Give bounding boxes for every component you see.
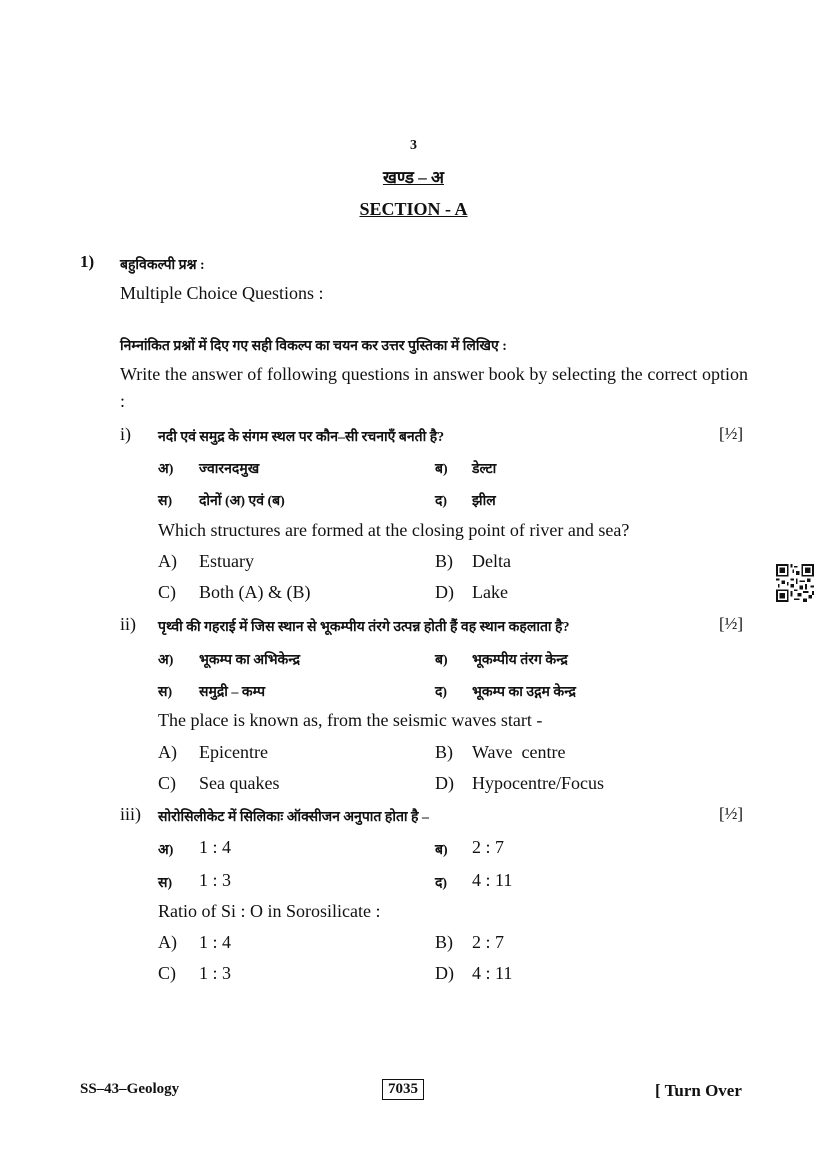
- option-text: Estuary: [199, 551, 254, 571]
- option-label: A): [158, 932, 177, 952]
- marks: [½]: [719, 424, 744, 443]
- option-label: द): [435, 685, 448, 700]
- option-text: झील: [472, 494, 496, 509]
- subquestion-number: ii): [120, 614, 136, 634]
- option-label: D): [435, 773, 454, 793]
- option-label: C): [158, 963, 176, 983]
- section-heading-hindi: खण्ड – अ: [382, 168, 445, 187]
- option-label: स): [158, 876, 173, 891]
- option-text: 1 : 3: [199, 963, 232, 983]
- option-label: B): [435, 742, 453, 762]
- option-text: Wave centre: [472, 742, 566, 762]
- option-text: समुद्री – कम्प: [199, 685, 266, 700]
- option-label: ब): [435, 462, 448, 477]
- option-text: 4 : 11: [472, 870, 513, 890]
- subquestion-text-hindi: नदी एवं समुद्र के संगम स्थल पर कौन–सी रचनाएँ बनती है?: [158, 430, 445, 445]
- page-number: 3: [410, 138, 417, 153]
- option-text: 2 : 7: [472, 932, 505, 952]
- option-text: Lake: [472, 582, 508, 602]
- subquestion-number: i): [120, 424, 131, 444]
- question-number: 1): [80, 252, 95, 271]
- option-text: दोनों (अ) एवं (ब): [199, 494, 285, 509]
- instruction: Write the answer of following questions in answer book by selecting the correct option :: [120, 364, 748, 411]
- option-label: A): [158, 742, 177, 762]
- option-label: स): [158, 494, 173, 509]
- option-text: ज्वारनदमुख: [199, 462, 260, 477]
- option-label: अ): [158, 462, 174, 477]
- option-text: भूकम्पीय तंरग केन्द्र: [472, 653, 568, 668]
- option-text: Epicentre: [199, 742, 268, 762]
- marks: [½]: [719, 804, 744, 823]
- subquestion-text-hindi: पृथ्वी की गहराई में जिस स्थान से भूकम्पीय तंरगे उत्पन्न होती हैं वह स्थान कहलाता है?: [158, 620, 570, 635]
- marks: [½]: [719, 614, 744, 633]
- turn-over-label: [ Turn Over: [655, 1081, 742, 1100]
- option-label: C): [158, 582, 176, 602]
- option-label: C): [158, 773, 176, 793]
- option-label: द): [435, 876, 448, 891]
- option-text: 4 : 11: [472, 963, 513, 983]
- option-label: D): [435, 582, 454, 602]
- option-text: 1 : 4: [199, 932, 232, 952]
- option-text: भूकम्प का अभिकेन्द्र: [199, 653, 301, 668]
- option-text: भूकम्प का उद्गम केन्द्र: [472, 685, 576, 700]
- option-label: B): [435, 932, 453, 952]
- subquestion-text: Which structures are formed at the closing point of river and sea?: [158, 520, 630, 540]
- option-label: B): [435, 551, 453, 571]
- option-text: 2 : 7: [472, 837, 505, 857]
- option-text: Sea quakes: [199, 773, 280, 793]
- option-label: ब): [435, 653, 448, 668]
- option-text: Hypocentre/Focus: [472, 773, 604, 793]
- option-label: अ): [158, 843, 174, 858]
- question-title-hindi: बहुविकल्पी प्रश्न :: [120, 258, 205, 273]
- subquestion-number: iii): [120, 804, 141, 824]
- option-label: स): [158, 685, 173, 700]
- subquestion-text-hindi: सोरोसिलीकेट में सिलिकाः ऑक्सीजन अनुपात होता है –: [158, 810, 429, 825]
- option-label: A): [158, 551, 177, 571]
- section-heading: SECTION - A: [359, 199, 468, 219]
- option-text: डेल्टा: [472, 462, 497, 477]
- option-text: Both (A) & (B): [199, 582, 311, 602]
- question-title: Multiple Choice Questions :: [120, 283, 324, 303]
- option-label: ब): [435, 843, 448, 858]
- subquestion-text: Ratio of Si : O in Sorosilicate :: [158, 901, 381, 921]
- subquestion-text: The place is known as, from the seismic waves start -: [158, 710, 543, 730]
- option-text: 1 : 4: [199, 837, 232, 857]
- option-text: Delta: [472, 551, 511, 571]
- paper-number-box: 7035: [382, 1079, 424, 1100]
- option-label: अ): [158, 653, 174, 668]
- option-text: 1 : 3: [199, 870, 232, 890]
- option-label: D): [435, 963, 454, 983]
- instruction-hindi: निम्नांकित प्रश्नों में दिए गए सही विकल्प का चयन कर उत्तर पुस्तिका में लिखिए :: [120, 339, 507, 354]
- qr-code-icon: [776, 564, 814, 602]
- paper-code: SS–43–Geology: [80, 1081, 180, 1097]
- option-label: द): [435, 494, 448, 509]
